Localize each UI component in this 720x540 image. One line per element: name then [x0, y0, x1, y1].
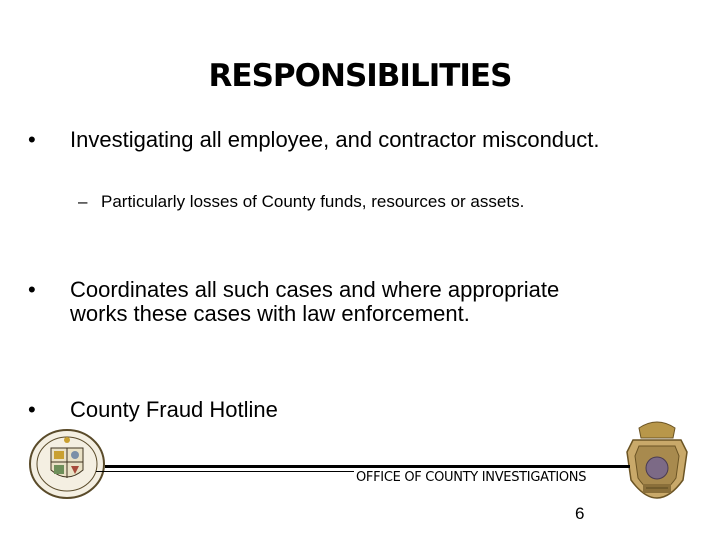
sub-bullet-marker: – [78, 192, 88, 211]
bullet-item [28, 398, 618, 422]
footer-rule-thin [96, 471, 354, 472]
bullet-text: County Fraud Hotline [70, 397, 278, 422]
bullet-marker: • [28, 277, 36, 302]
bullet-text: Coordinates all such cases and where appropriate works these cases with law enforcement. [70, 277, 560, 326]
bullet-marker: • [28, 127, 36, 152]
footer-rule [105, 465, 630, 468]
bullet-item [28, 128, 618, 152]
investigations-badge-logo [619, 418, 695, 520]
slide-title: RESPONSIBILITIES [208, 58, 512, 94]
county-seal-logo [28, 428, 106, 500]
bullet-item [28, 278, 588, 326]
sub-bullet-text: Particularly losses of County funds, resources or assets. [101, 192, 525, 211]
sub-bullet-item [78, 192, 638, 212]
page-number: 6 [575, 504, 585, 523]
bullet-marker: • [28, 397, 36, 422]
bullet-text: Investigating all employee, and contractor misconduct. [70, 127, 600, 152]
office-name: OFFICE OF COUNTY INVESTIGATIONS [356, 470, 587, 485]
